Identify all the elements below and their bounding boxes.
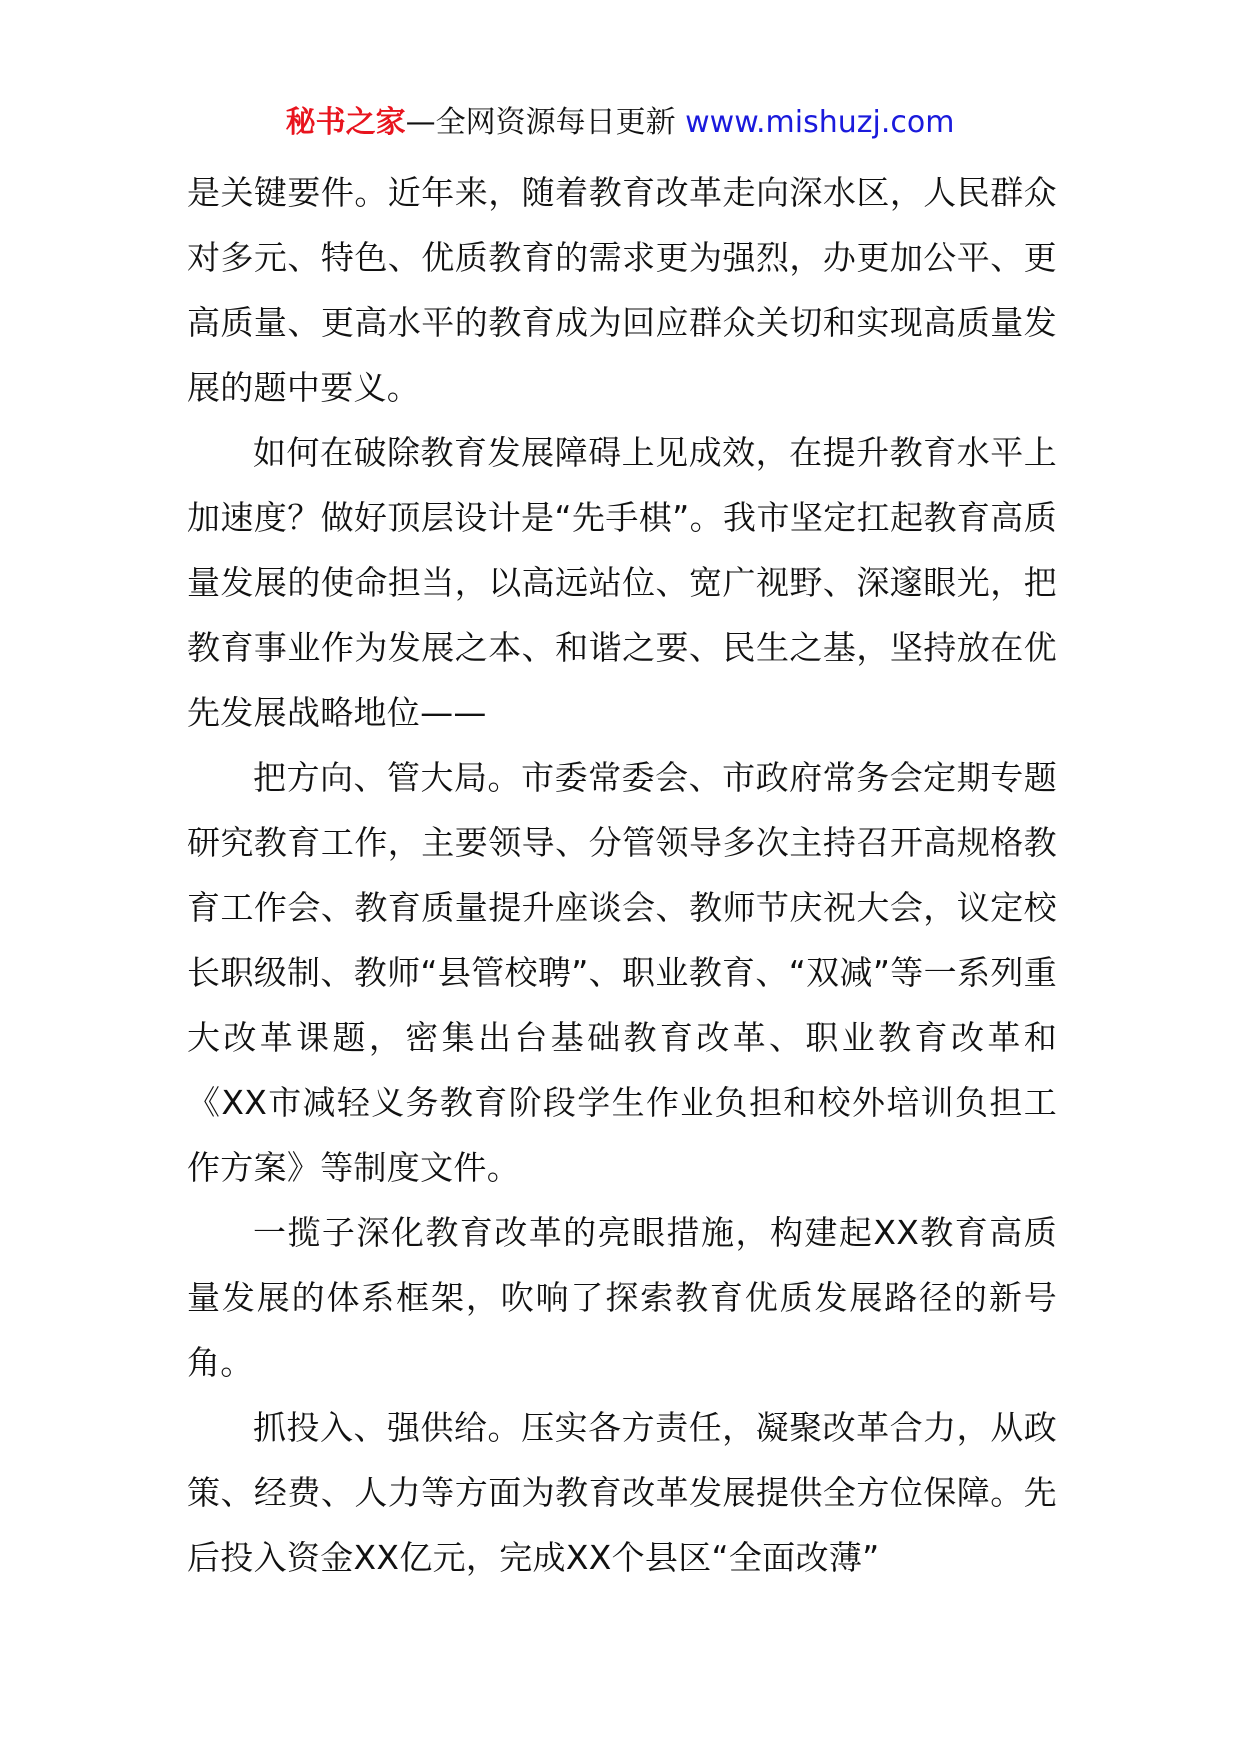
paragraph-continuation: 是关键要件。近年来，随着教育改革走向深水区，人民群众对多元、特色、优质教育的需求更为强烈，办更加公平、更高质量、更高水平的教育成为回应群众关切和实现高质量发展的题中要义。 — [187, 173, 1057, 407]
paragraph: 抓投入、强供给。压实各方责任，凝聚改革合力，从政策、经费、人力等方面为教育改革发展提供全方位保障。先后投入资金XX亿元，完成XX个县区“全面改薄” — [187, 1408, 1057, 1577]
paragraph: 一揽子深化教育改革的亮眼措施，构建起XX教育高质量发展的体系框架，吹响了探索教育优质发展路径的新号角。 — [187, 1213, 1057, 1382]
brand-name: 秘书之家 — [285, 105, 406, 140]
header-tagline: —全网资源每日更新 — [405, 105, 676, 140]
website-link[interactable]: www.mishuzj.com — [685, 105, 955, 140]
page-header — [0, 100, 1240, 146]
paragraph: 把方向、管大局。市委常委会、市政府常务会定期专题研究教育工作，主要领导、分管领导多次主持召开高规格教育工作会、教育质量提升座谈会、教师节庆祝大会，议定校长职级制、教师“县管校聘”、职业教育、“双减”等一系列重大改革课题，密集出台基础教育改革、职业教育改革和《XX市减轻义务教育阶段学生作业负担和校外培训负担工作方案》等制度文件。 — [187, 758, 1057, 1187]
document-body — [187, 160, 1057, 1590]
paragraph: 如何在破除教育发展障碍上见成效，在提升教育水平上加速度？做好顶层设计是“先手棋”。我市坚定扛起教育高质量发展的使命担当，以高远站位、宽广视野、深邃眼光，把教育事业作为发展之本、和谐之要、民生之基，坚持放在优先发展战略地位—— — [187, 433, 1057, 732]
